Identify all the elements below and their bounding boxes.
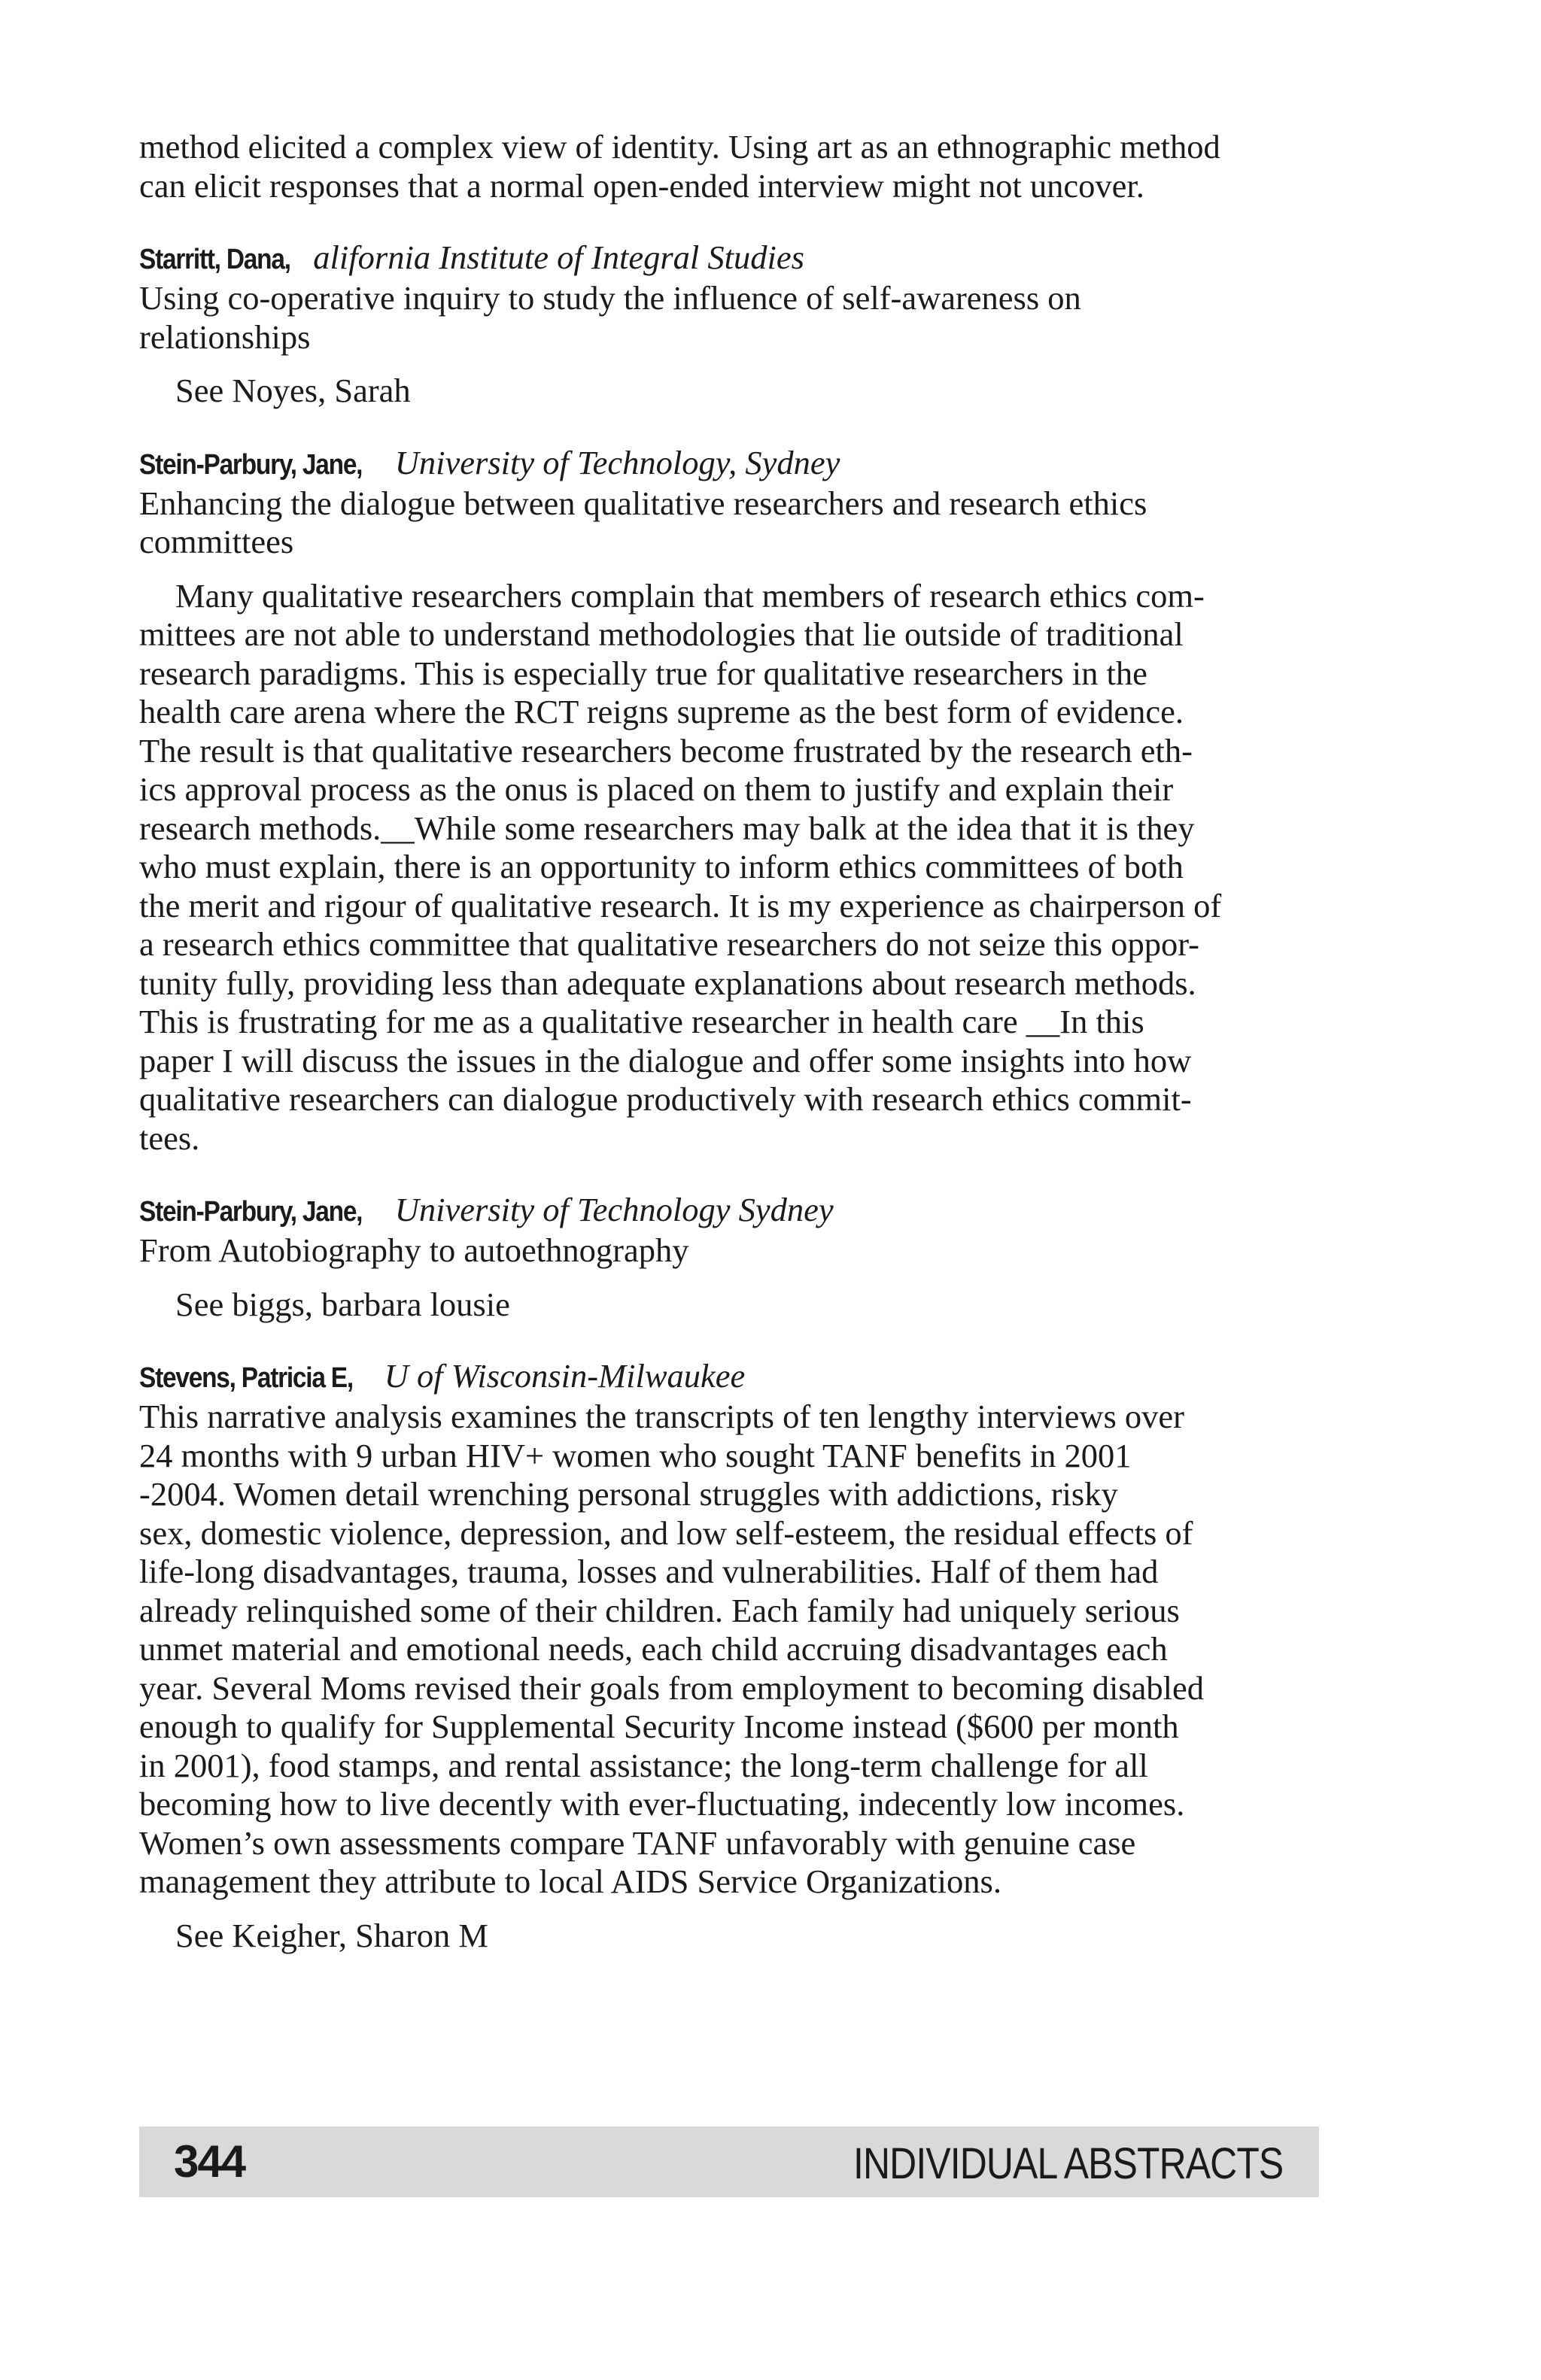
text-line: unmet material and emotional needs, each child accruing disadvantages each <box>139 1630 1168 1668</box>
text-line: 24 months with 9 urban HIV+ women who sought TANF benefits in 2001 <box>139 1436 1132 1474</box>
text-line: life-long disadvantages, trauma, losses and vulnerabilities. Half of them had <box>139 1553 1159 1590</box>
text-line: in 2001), food stamps, and rental assistance; the long-term challenge for all <box>139 1746 1148 1784</box>
entry-body <box>139 1398 1328 1902</box>
text-line: This is frustrating for me as a qualitative researcher in health care __In this <box>139 1003 1144 1040</box>
abstract-entry <box>139 238 1328 411</box>
entry-header <box>139 1357 1328 1398</box>
text-line: year. Several Moms revised their goals from employment to becoming disabled <box>139 1668 1205 1707</box>
see-reference: See Keigher, Sharon M <box>175 1916 488 1954</box>
text-line: management they attribute to local AIDS Service Organizations. <box>139 1862 1001 1900</box>
page-number: 344 <box>174 2136 245 2187</box>
text-line: qualitative researchers can dialogue productively with research ethics commit- <box>139 1080 1192 1118</box>
section-title: INDIVIDUAL ABSTRACTS <box>853 2139 1283 2188</box>
title-line: Using co-operative inquiry to study the influence of self-awareness on <box>139 279 1081 317</box>
text-line: Many qualitative researchers complain that members of research ethics com- <box>175 576 1205 615</box>
see-reference: See biggs, barbara lousie <box>175 1285 510 1323</box>
text-line: already relinquished some of their children. Each family had uniquely serious <box>139 1591 1180 1629</box>
page-body <box>139 128 1328 1988</box>
entry-title <box>139 484 1328 562</box>
abstract-entry <box>139 1191 1328 1324</box>
text-line: enough to qualify for Supplemental Security Income instead ($600 per month <box>139 1708 1179 1745</box>
entry-header <box>139 238 1328 279</box>
text-line: method elicited a complex view of identity. Using art as an ethnographic method <box>139 128 1220 165</box>
author-name: Stein-Parbury, Jane, <box>139 1196 363 1228</box>
text-line: the merit and rigour of qualitative research. It is my experience as chairperson of <box>139 886 1222 924</box>
institution: U of Wisconsin-Milwaukee <box>384 1357 746 1395</box>
text-line: sex, domestic violence, depression, and low self-esteem, the residual effects of <box>139 1513 1193 1552</box>
text-line: a research ethics committee that qualitative researchers do not seize this oppor- <box>139 925 1199 963</box>
author-name: Starritt, Dana, <box>139 244 290 275</box>
entry-title <box>139 1231 1328 1270</box>
text-line: The result is that qualitative researchers become frustrated by the research eth- <box>139 731 1193 770</box>
abstract-entry <box>139 1357 1328 1955</box>
institution: alifornia Institute of Integral Studies <box>313 238 804 276</box>
text-line: This narrative analysis examines the transcripts of ten lengthy interviews over <box>139 1398 1184 1435</box>
author-name: Stein-Parbury, Jane, <box>139 448 363 481</box>
institution: University of Technology, Sydney <box>394 443 840 481</box>
text-line: Women’s own assessments compare TANF unfavorably with genuine case <box>139 1823 1136 1862</box>
title-line: From Autobiography to autoethnography <box>139 1231 689 1269</box>
see-reference: See Noyes, Sarah <box>175 372 411 409</box>
text-line: -2004. Women detail wrenching personal struggles with addictions, risky <box>139 1475 1118 1513</box>
text-line: tees. <box>139 1119 200 1157</box>
text-line: ics approval process as the onus is placed on them to justify and explain their <box>139 770 1174 808</box>
abstract-text <box>139 577 1328 1158</box>
entry-header <box>139 1191 1328 1231</box>
text-line: who must explain, there is an opportunity to inform ethics committees of both <box>139 848 1184 885</box>
text-line: health care arena where the RCT reigns supreme as the best form of evidence. <box>139 693 1184 730</box>
page-footer-bar <box>139 2127 1319 2197</box>
institution: University of Technology Sydney <box>394 1191 834 1228</box>
text-line: mittees are not able to understand methodologies that lie outside of traditional <box>139 615 1184 653</box>
abstract-entry <box>139 444 1328 1158</box>
text-line: becoming how to live decently with ever-fluctuating, indecently low incomes. <box>139 1785 1185 1823</box>
title-line: Enhancing the dialogue between qualitative researchers and research ethics <box>139 484 1147 522</box>
entry-header <box>139 444 1328 484</box>
text-line: can elicit responses that a normal open-ended interview might not uncover. <box>139 166 1144 205</box>
text-line: paper I will discuss the issues in the dialogue and offer some insights into how <box>139 1041 1192 1079</box>
text-line: research paradigms. This is especially true for qualitative researchers in the <box>139 654 1147 692</box>
title-line: committees <box>139 523 294 560</box>
title-line: relationships <box>139 317 311 356</box>
text-line: tunity fully, providing less than adequate explanations about research methods. <box>139 964 1196 1002</box>
intro-paragraph <box>139 128 1328 205</box>
text-line: research methods.__While some researchers may balk at the idea that it is they <box>139 809 1195 847</box>
entry-title <box>139 279 1328 357</box>
author-name: Stevens, Patricia E, <box>139 1362 353 1394</box>
